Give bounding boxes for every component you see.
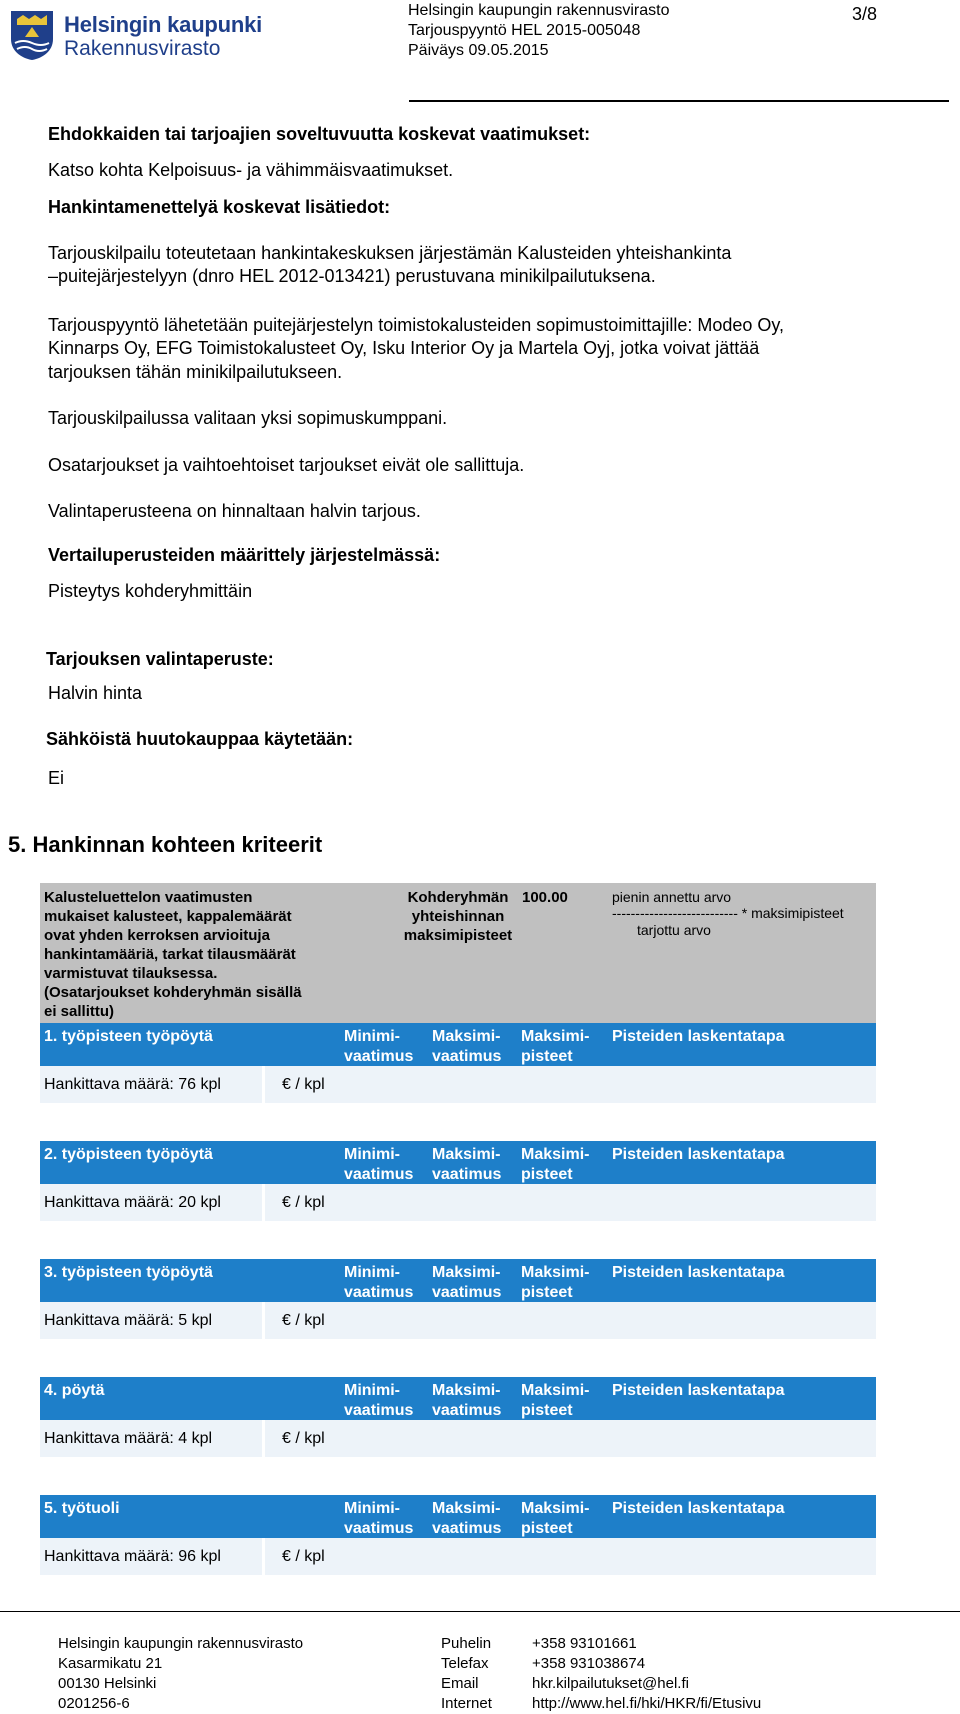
text-no-partial-offers: Osatarjoukset ja vaihtoehtoiset tarjoukset eivät ole sallittuja. [48, 455, 525, 475]
item-quantity-row [40, 1184, 876, 1221]
heading-selection-criterion: Tarjouksen valintaperuste: [46, 649, 274, 669]
footer-business-id: 0201256-6 [58, 1695, 130, 1712]
item-quantity-row [40, 1066, 876, 1103]
text-eligibility: Katso kohta Kelpoisuus- ja vähimmäisvaatimukset. [48, 160, 454, 180]
text-scoring: Pisteytys kohderyhmittäin [48, 581, 253, 601]
footer-street: Kasarmikatu 21 [58, 1655, 163, 1672]
item-quantity-row [40, 1420, 876, 1457]
item-header-row [40, 1141, 876, 1184]
item-name: 1. työpisteen työpöytä [44, 1028, 213, 1045]
unit-price-field: € / kpl [282, 1548, 325, 1565]
max-requirement-header: Maksimi- vaatimus [432, 1382, 502, 1419]
page-number: 3/8 [852, 4, 878, 24]
max-points-header: Maksimi- pisteet [521, 1264, 590, 1301]
text-procedure-1a: Tarjouskilpailu toteutetaan hankintakeskuksen järjestämän Kalusteiden yhteishankinta [48, 243, 732, 263]
unit-price-field: € / kpl [282, 1194, 325, 1211]
scoring-method-header: Pisteiden laskentatapa [612, 1146, 785, 1163]
item-quantity: Hankittava määrä: 96 kpl [44, 1548, 221, 1565]
max-requirement-header: Maksimi- vaatimus [432, 1146, 502, 1183]
cell-divider [262, 1302, 265, 1339]
item-quantity: Hankittava määrä: 20 kpl [44, 1194, 221, 1211]
criteria-intro-text: Kalusteluettelon vaatimusten mukaiset kalusteet, kappalemäärät ovat yhden kerroksen arvioituja hankintamääriä, tarkat tilausmäärät varmistuvat tilauksessa. (Osatarjoukset kohderyhmän sisällä ei sallittu) [44, 889, 302, 1020]
max-points-header: Maksimi- pisteet [521, 1028, 590, 1065]
logo-department-name: Rakennusvirasto [64, 37, 221, 60]
heading-electronic-auction: Sähköistä huutokauppaa käytetään: [46, 729, 354, 749]
item-quantity-row [40, 1538, 876, 1575]
item-name: 4. pöytä [44, 1382, 105, 1399]
header-date: Päiväys 09.05.2015 [408, 42, 549, 59]
min-requirement-header: Minimi- vaatimus [344, 1028, 414, 1065]
header-divider [409, 100, 949, 102]
footer-fax-label: Telefax [441, 1655, 489, 1672]
item-header-row [40, 1377, 876, 1420]
item-header-row [40, 1495, 876, 1538]
footer-website[interactable]: http://www.hel.fi/hki/HKR/fi/Etusivu [532, 1695, 762, 1712]
unit-price-field: € / kpl [282, 1076, 325, 1093]
header-organization: Helsingin kaupungin rakennusvirasto [408, 2, 670, 19]
header-reference: Tarjouspyyntö HEL 2015-005048 [408, 22, 641, 39]
min-requirement-header: Minimi- vaatimus [344, 1264, 414, 1301]
helsinki-crest-icon [9, 9, 55, 61]
item-quantity: Hankittava määrä: 4 kpl [44, 1430, 213, 1447]
footer-email[interactable]: hkr.kilpailutukset@hel.fi [532, 1675, 689, 1692]
text-lowest-price: Valintaperusteena on hinnaltaan halvin tarjous. [48, 501, 421, 521]
text-lowest-cost: Halvin hinta [48, 683, 143, 703]
item-quantity-row [40, 1302, 876, 1339]
footer-city: 00130 Helsinki [58, 1675, 157, 1692]
max-points-header: Maksimi- pisteet [521, 1382, 590, 1419]
formula-denominator: tarjottu arvo [637, 922, 711, 938]
footer-fax: +358 931038674 [532, 1655, 646, 1672]
heading-eligibility: Ehdokkaiden tai tarjoajien soveltuvuutta koskevat vaatimukset: [48, 124, 591, 144]
cell-divider [262, 1066, 265, 1103]
scoring-method-header: Pisteiden laskentatapa [612, 1500, 785, 1517]
max-requirement-header: Maksimi- vaatimus [432, 1028, 502, 1065]
footer-phone: +358 93101661 [532, 1635, 637, 1652]
min-requirement-header: Minimi- vaatimus [344, 1382, 414, 1419]
item-header-row [40, 1259, 876, 1302]
min-requirement-header: Minimi- vaatimus [344, 1146, 414, 1183]
item-header-row [40, 1023, 876, 1066]
unit-price-field: € / kpl [282, 1430, 325, 1447]
footer-divider [0, 1611, 960, 1612]
formula-line: --------------------------- * maksimipisteet [612, 905, 844, 921]
item-name: 5. työtuoli [44, 1500, 120, 1517]
footer-web-label: Internet [441, 1695, 492, 1712]
text-one-partner: Tarjouskilpailussa valitaan yksi sopimuskumppani. [48, 408, 448, 428]
heading-comparison-criteria: Vertailuperusteiden määrittely järjestelmässä: [48, 545, 441, 565]
group-max-value: 100.00 [522, 889, 568, 906]
text-procedure-1b: –puitejärjestelyyn (dnro HEL 2012-013421) perustuvana minikilpailutuksena. [48, 266, 656, 286]
footer-contact-labels [441, 1634, 492, 1714]
text-procedure-2a: Tarjouspyyntö lähetetään puitejärjestelyn toimistokalusteiden sopimustoimittajille: Modeo Oy, [48, 315, 785, 335]
max-requirement-header: Maksimi- vaatimus [432, 1500, 502, 1537]
footer-email-label: Email [441, 1675, 479, 1692]
footer-phone-label: Puhelin [441, 1635, 492, 1652]
formula-numerator: pienin annettu arvo [612, 889, 732, 905]
group-max-label: Kohderyhmän yhteishinnan maksimipisteet [403, 889, 513, 944]
footer-address [58, 1634, 303, 1714]
cell-divider [262, 1538, 265, 1575]
cell-divider [262, 1184, 265, 1221]
min-requirement-header: Minimi- vaatimus [344, 1500, 414, 1537]
cell-divider [262, 1420, 265, 1457]
item-quantity: Hankittava määrä: 5 kpl [44, 1312, 213, 1329]
max-points-header: Maksimi- pisteet [521, 1146, 590, 1183]
text-procedure-2c: tarjouksen tähän minikilpailutukseen. [48, 362, 343, 382]
max-points-header: Maksimi- pisteet [521, 1500, 590, 1537]
unit-price-field: € / kpl [282, 1312, 325, 1329]
max-requirement-header: Maksimi- vaatimus [432, 1264, 502, 1301]
footer-organization: Helsingin kaupungin rakennusvirasto [58, 1635, 304, 1652]
text-procedure-2b: Kinnarps Oy, EFG Toimistokalusteet Oy, Isku Interior Oy ja Martela Oyj, jotka voivat jättää [48, 338, 760, 358]
item-quantity: Hankittava määrä: 76 kpl [44, 1076, 221, 1093]
item-name: 3. työpisteen työpöytä [44, 1264, 213, 1281]
scoring-method-header: Pisteiden laskentatapa [612, 1028, 785, 1045]
heading-procedure-info: Hankintamenettelyä koskevat lisätiedot: [48, 197, 391, 217]
section-title: 5. Hankinnan kohteen kriteerit [8, 832, 323, 857]
scoring-method-header: Pisteiden laskentatapa [612, 1264, 785, 1281]
logo-city-name: Helsingin kaupunki [64, 12, 263, 37]
text-auction-answer: Ei [48, 768, 65, 788]
footer-contact-values [532, 1634, 761, 1714]
item-name: 2. työpisteen työpöytä [44, 1146, 213, 1163]
scoring-method-header: Pisteiden laskentatapa [612, 1382, 785, 1399]
